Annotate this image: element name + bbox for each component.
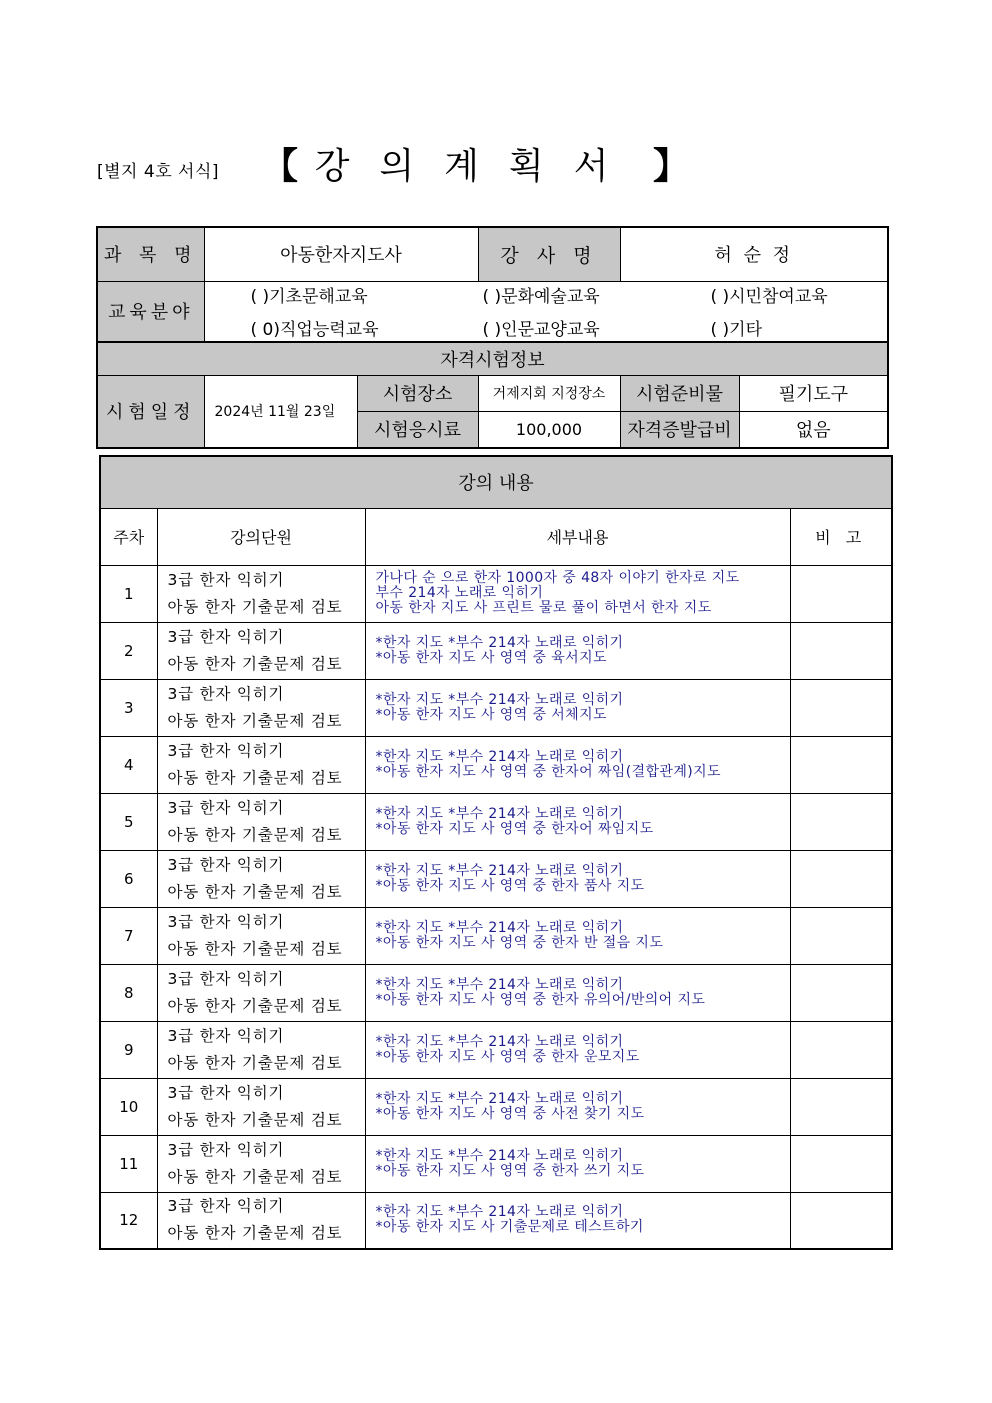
instructor-value: 허 순 정: [620, 227, 888, 281]
unit-line-secondary: 아동 한자 기출문제 검토: [167, 654, 343, 673]
table-row: [100, 850, 892, 907]
detail-line: *한자 지도 *부수 214자 노래로 익히기: [375, 1204, 624, 1221]
cert-header-row: [97, 342, 888, 375]
detail-line: *한자 지도 *부수 214자 노래로 익히기: [375, 1147, 624, 1164]
table-row: [100, 964, 892, 1021]
detail-line: 아동 한자 지도 사 프린트 물로 풀이 하면서 한자 지도: [375, 600, 712, 616]
unit-line-primary: 3급 한자 익히기: [167, 1140, 285, 1159]
lecture-note: [790, 1021, 892, 1078]
lecture-detail: [365, 622, 790, 679]
table-row: [100, 1078, 892, 1135]
field-option-civic-participation: ( )시민참여교육: [710, 287, 828, 308]
course-info-table: [96, 226, 889, 449]
unit-line-primary: 3급 한자 익히기: [167, 1083, 285, 1102]
unit-line-secondary: 아동 한자 기출문제 검토: [167, 996, 343, 1015]
field-option-basic-literacy: ( )기초문해교육: [250, 287, 368, 308]
column-header-detail: 세부내용: [365, 508, 790, 565]
unit-line-secondary: 아동 한자 기출문제 검토: [167, 1167, 343, 1186]
lecture-detail: [365, 1192, 790, 1249]
unit-line-secondary: 아동 한자 기출문제 검토: [167, 882, 343, 901]
lecture-note: [790, 1192, 892, 1249]
unit-line-secondary: 아동 한자 기출문제 검토: [167, 825, 343, 844]
unit-line-primary: 3급 한자 익히기: [167, 855, 285, 874]
detail-line: *한자 지도 *부수 214자 노래로 익히기: [375, 976, 624, 993]
detail-line: *한자 지도 *부수 214자 노래로 익히기: [375, 634, 624, 651]
detail-line: *아동 한자 지도 사 기출문제로 테스트하기: [375, 1219, 644, 1236]
exam-supplies-value: 필기도구: [739, 375, 888, 411]
title-bracket-close: 】: [653, 146, 692, 187]
page-title: [262, 138, 691, 189]
week-number: 2: [100, 622, 157, 679]
detail-line: 가나다 순 으로 한자 1000자 중 48자 이야기 한자로 지도: [375, 570, 740, 586]
unit-line-secondary: 아동 한자 기출문제 검토: [167, 597, 343, 616]
cert-fee-label: 자격증발급비: [620, 411, 739, 448]
cert-info-header: 자격시험정보: [97, 342, 888, 375]
unit-line-secondary: 아동 한자 기출문제 검토: [167, 1224, 343, 1243]
unit-line-secondary: 아동 한자 기출문제 검토: [167, 1053, 343, 1072]
column-header-week: 주차: [100, 508, 157, 565]
table-row: [100, 565, 892, 622]
form-number-label: [별지 4호 서식]: [97, 162, 219, 182]
unit-line-secondary: 아동 한자 기출문제 검토: [167, 1110, 343, 1129]
lecture-note: [790, 850, 892, 907]
column-header-note: 비 고: [790, 508, 892, 565]
lecture-note: [790, 679, 892, 736]
subject-row: [97, 227, 888, 281]
lecture-unit: [157, 622, 365, 679]
lecture-note: [790, 736, 892, 793]
lecture-unit: [157, 907, 365, 964]
unit-line-primary: 3급 한자 익히기: [167, 912, 285, 931]
lecture-unit: [157, 679, 365, 736]
unit-line-primary: 3급 한자 익히기: [167, 798, 285, 817]
subject-value: 아동한자지도사: [204, 227, 478, 281]
unit-line-secondary: 아동 한자 기출문제 검토: [167, 768, 343, 787]
lecture-unit: [157, 736, 365, 793]
instructor-label: 강 사 명: [478, 227, 620, 281]
detail-line: *아동 한자 지도 사 영역 중 한자어 짜임(결합관계)지도: [375, 763, 721, 780]
education-field-row: [97, 281, 888, 342]
detail-line: *아동 한자 지도 사 영역 중 서체지도: [375, 706, 607, 723]
lecture-header-row: [100, 456, 892, 508]
unit-line-primary: 3급 한자 익히기: [167, 684, 285, 703]
field-option-humanities: ( )인문교양교육: [482, 320, 600, 341]
lecture-note: [790, 1078, 892, 1135]
table-row: [100, 1192, 892, 1249]
lecture-unit: [157, 565, 365, 622]
cert-fee-value: 없음: [739, 411, 888, 448]
lecture-detail: [365, 1078, 790, 1135]
detail-line: *아동 한자 지도 사 영역 중 한자 반 절음 지도: [375, 934, 664, 951]
exam-fee-label: 시험응시료: [357, 411, 478, 448]
detail-line: *한자 지도 *부수 214자 노래로 익히기: [375, 1033, 624, 1050]
unit-line-primary: 3급 한자 익히기: [167, 627, 285, 646]
lecture-content-table: [99, 455, 893, 1250]
week-number: 5: [100, 793, 157, 850]
unit-line-primary: 3급 한자 익히기: [167, 741, 285, 760]
lecture-unit: [157, 793, 365, 850]
week-number: 10: [100, 1078, 157, 1135]
unit-line-primary: 3급 한자 익히기: [167, 969, 285, 988]
unit-line-secondary: 아동 한자 기출문제 검토: [167, 711, 343, 730]
unit-line-primary: 3급 한자 익히기: [167, 570, 285, 589]
exam-fee-value: 100,000: [478, 411, 620, 448]
table-row: [100, 679, 892, 736]
detail-line: *한자 지도 *부수 214자 노래로 익히기: [375, 919, 624, 936]
lecture-detail: [365, 565, 790, 622]
lecture-detail: [365, 907, 790, 964]
column-header-unit: 강의단원: [157, 508, 365, 565]
table-row: [100, 622, 892, 679]
lecture-note: [790, 907, 892, 964]
week-number: 9: [100, 1021, 157, 1078]
lecture-detail: [365, 1021, 790, 1078]
column-header-row: [100, 508, 892, 565]
title-bracket-open: 【: [262, 146, 301, 187]
lecture-note: [790, 622, 892, 679]
exam-date-value: 2024년 11월 23일: [204, 375, 357, 448]
lecture-detail: [365, 736, 790, 793]
lecture-unit: [157, 1192, 365, 1249]
lecture-unit: [157, 1021, 365, 1078]
exam-supplies-label: 시험준비물: [620, 375, 739, 411]
table-row: [100, 793, 892, 850]
title-text: 강의계획서: [314, 146, 639, 187]
detail-line: *아동 한자 지도 사 영역 중 사전 찾기 지도: [375, 1105, 645, 1122]
lecture-detail: [365, 793, 790, 850]
week-number: 8: [100, 964, 157, 1021]
lecture-unit: [157, 1135, 365, 1192]
table-row: [100, 736, 892, 793]
week-number: 3: [100, 679, 157, 736]
lecture-unit: [157, 964, 365, 1021]
exam-date-label: 시험일정: [97, 375, 204, 448]
detail-line: *아동 한자 지도 사 영역 중 한자 운모지도: [375, 1048, 640, 1065]
field-option-other: ( )기타: [710, 320, 763, 341]
detail-line: *한자 지도 *부수 214자 노래로 익히기: [375, 862, 624, 879]
week-number: 7: [100, 907, 157, 964]
detail-line: *한자 지도 *부수 214자 노래로 익히기: [375, 748, 624, 765]
lecture-detail: [365, 964, 790, 1021]
education-field-options: [204, 281, 888, 342]
week-number: 4: [100, 736, 157, 793]
field-option-culture-arts: ( )문화예술교육: [482, 287, 600, 308]
exam-place-label: 시험장소: [357, 375, 478, 411]
unit-line-primary: 3급 한자 익히기: [167, 1197, 285, 1216]
field-option-vocational: ( 0)직업능력교육: [250, 320, 379, 341]
lecture-note: [790, 565, 892, 622]
lecture-content-header: 강의 내용: [100, 456, 892, 508]
subject-label: 과 목 명: [97, 227, 204, 281]
detail-line: *한자 지도 *부수 214자 노래로 익히기: [375, 805, 624, 822]
unit-line-secondary: 아동 한자 기출문제 검토: [167, 939, 343, 958]
lecture-unit: [157, 850, 365, 907]
lecture-detail: [365, 850, 790, 907]
table-row: [100, 1135, 892, 1192]
detail-line: *한자 지도 *부수 214자 노래로 익히기: [375, 1090, 624, 1107]
table-row: [100, 1021, 892, 1078]
detail-line: *아동 한자 지도 사 영역 중 한자 유의어/반의어 지도: [375, 991, 706, 1008]
lecture-detail: [365, 679, 790, 736]
education-field-label: 교육분야: [97, 281, 204, 342]
table-row: [100, 907, 892, 964]
exam-row-1: [97, 375, 888, 411]
exam-place-value: 거제지회 지정장소: [478, 375, 620, 411]
detail-line: *아동 한자 지도 사 영역 중 한자 품사 지도: [375, 877, 645, 894]
lecture-unit: [157, 1078, 365, 1135]
week-number: 12: [100, 1192, 157, 1249]
week-number: 6: [100, 850, 157, 907]
detail-line: *한자 지도 *부수 214자 노래로 익히기: [375, 691, 624, 708]
lecture-note: [790, 1135, 892, 1192]
lecture-note: [790, 793, 892, 850]
lecture-detail: [365, 1135, 790, 1192]
detail-line: *아동 한자 지도 사 영역 중 한자 쓰기 지도: [375, 1162, 645, 1179]
lecture-note: [790, 964, 892, 1021]
unit-line-primary: 3급 한자 익히기: [167, 1026, 285, 1045]
detail-line: *아동 한자 지도 사 영역 중 한자어 짜임지도: [375, 820, 654, 837]
detail-line: *아동 한자 지도 사 영역 중 육서지도: [375, 649, 607, 666]
week-number: 1: [100, 565, 157, 622]
week-number: 11: [100, 1135, 157, 1192]
detail-line: 부수 214자 노래로 익히기: [375, 585, 544, 601]
